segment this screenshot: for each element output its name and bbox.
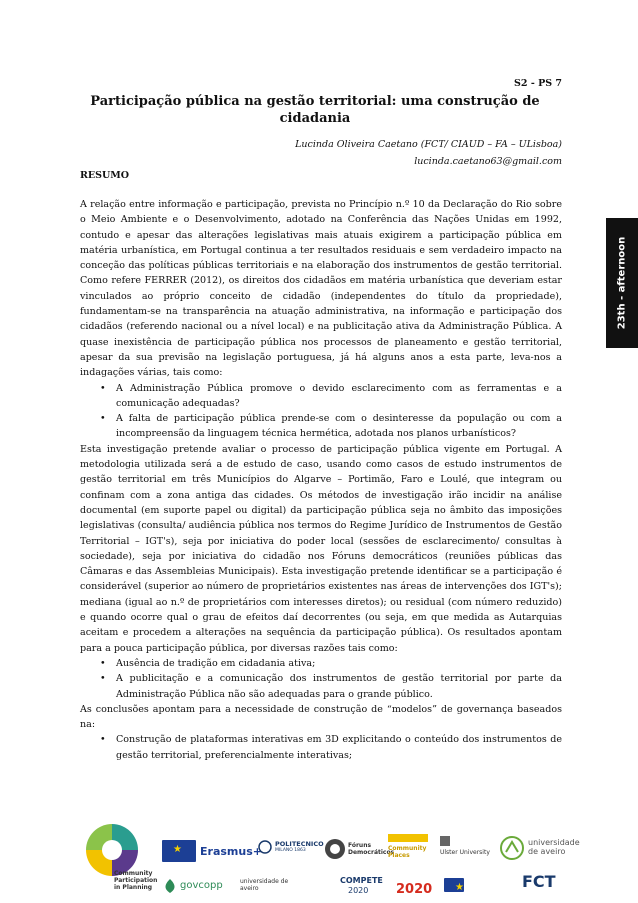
ua-small-logo (240, 876, 300, 898)
conclusions-list (80, 732, 562, 763)
list-item: • Construção de plataformas interativas em 3D explicitando o conteúdo dos instrumentos de gestão territorial, preferencialmente interativas; (116, 732, 562, 763)
reasons-list (80, 656, 562, 702)
author-block (295, 136, 562, 170)
cpp-logo (82, 820, 158, 900)
eu-flag-icon (162, 840, 196, 862)
eu-fund-flag-icon (444, 878, 464, 892)
session-code: S2 - PS 7 (514, 78, 562, 89)
ulster-logo (440, 836, 490, 868)
community-places-text: Community Places (388, 845, 427, 859)
author-name: Lucinda Oliveira Caetano (FCT/ CIAUD – FA – ULisboa) (295, 139, 562, 150)
community-places-logo (388, 834, 432, 868)
politecnico-text: POLITECNICO (275, 840, 324, 848)
foruns-text: Fóruns Democráticos (348, 842, 395, 856)
ua-text: universidade de aveiro (528, 838, 580, 856)
list-item: • A Administração Pública promove o devido esclarecimento com as ferramentas e a comunicação adequadas? (116, 381, 562, 412)
govcopp-leaf-icon (164, 879, 176, 893)
list-item: • A publicitação e a comunicação dos instrumentos de gestão territorial por parte da Administração Pública não são adequadas para o grande público. (116, 671, 562, 702)
compete-text: COMPETE (340, 876, 383, 885)
paper-title: Participação pública na gestão territorial: uma construção de cidadania (90, 94, 540, 126)
author-email: lucinda.caetano63@gmail.com (414, 156, 562, 167)
side-tab-label: 23th - afternoon (616, 236, 628, 330)
paragraph-2: Esta investigação pretende avaliar o processo de participação pública vigente em Portugal. A metodologia utilizada será a de estudo de caso, usando como casos de estudo instrumentos de gestão territorial em três Municípios do Algarve – Portimão, Faro e Loulé, que integram ou confinam com a zona antiga das cidades. Os métodos de investigação irão incidir na análise documental (em suporte papel ou digital) da participação pública seja no âmbito das imposições legislativas (consulta/ audiência pública nos termos do Regime Jurídico de Instrumentos de Gestão Territorial – IGT's), seja por iniciativa do poder local (sessões de esclarecimento/ consultas à sociedade), seja por iniciativa do cidadão nos Fóruns democráticos (reuniões públicas das Câmaras e das Assembleias Municipais). Esta investigação pretende identificar se a participação é considerável (superior ao número de proprietários existentes nas áreas de intervenções dos IGT's); mediana (igual ao n.º de proprietários com interesses diretos); ou residual (com número reduzido) e quando ocorre qual o grau de efeitos daí decorrentes (ou seja, em que medida as Autarquias aceitam e procedem a alterações na sequência da participação pública). Os resultados apontam para a pouca participação pública, por diversas razões tais como: (80, 443, 562, 654)
govcopp-text: govcopp (180, 880, 223, 891)
list-item: • A falta de participação pública prende-se com o desinteresse da população ou com a incompreensão da linguagem técnica hermética, adotada nos planos urbanísticos? (116, 411, 562, 442)
fct-text: FCT (522, 872, 556, 891)
politecnico-logo (258, 838, 324, 866)
abstract-body (80, 197, 562, 763)
cpp-logo-text: Community Participation in Planning (114, 870, 158, 891)
paragraph-3: As conclusões apontam para a necessidade de construção de “modelos” de governança baseados na: (80, 703, 562, 731)
ua-symbol-icon (500, 836, 524, 860)
eu-fund-logo (444, 878, 504, 898)
erasmus-logo (162, 840, 262, 864)
ua-logo (500, 832, 580, 866)
govcopp-logo (164, 876, 234, 900)
politecnico-sub: MILANO 1863 (275, 848, 306, 853)
ua-small-text: universidade de aveiro (240, 878, 289, 892)
list-item: • Ausência de tradição em cidadania ativa; (116, 656, 562, 671)
compete-logo (340, 874, 390, 900)
foruns-circle-icon (324, 838, 346, 860)
sponsor-logos-footer (0, 818, 638, 903)
erasmus-text: Erasmus+ (200, 845, 262, 858)
question-list (80, 381, 562, 442)
side-tab (606, 218, 638, 348)
ulster-mark-icon (440, 836, 450, 846)
ulster-text: Ulster University (440, 849, 490, 856)
foruns-logo (324, 834, 395, 868)
paragraph-1: A relação entre informação e participação, prevista no Princípio n.º 10 da Declaração do Rio sobre o Meio Ambiente e o Desenvolvimento, adotado na Conferência das Nações Unidas em 1992, contudo e apesar das alterações legislativas mais atuais exigirem a participação pública em matéria urbanística, em Portugal continua a ter resultados residuais e sem verdadeiro impacto na conceção das políticas públicas territoriais e na elaboração dos instrumentos de gestão territorial. Como refere FERRER (2012), os direitos dos cidadãos em matéria urbanística que deveriam estar vinculados ao próprio conceito de cidadão (independentes do título da propriedade), fundamentam-se na transparência na atuação administrativa, na informação e participação dos cidadãos (referendo nacional ou a nível local) e na publicitação ativa da Administração Pública. A quase inexistência de participação pública nos processos de planeamento e gestão territorial, apesar da sua previsão na legislação portuguesa, já há alguns anos a esta parte, leva-nos a indagações várias, tais como: (80, 199, 562, 379)
pt2020-logo (396, 874, 436, 900)
politecnico-seal-icon (258, 840, 272, 854)
abstract-heading: RESUMO (80, 170, 130, 181)
pt2020-text: 2020 (396, 882, 433, 897)
fct-logo (522, 870, 578, 900)
community-places-bar (388, 834, 428, 842)
compete-year: 2020 (348, 886, 369, 895)
